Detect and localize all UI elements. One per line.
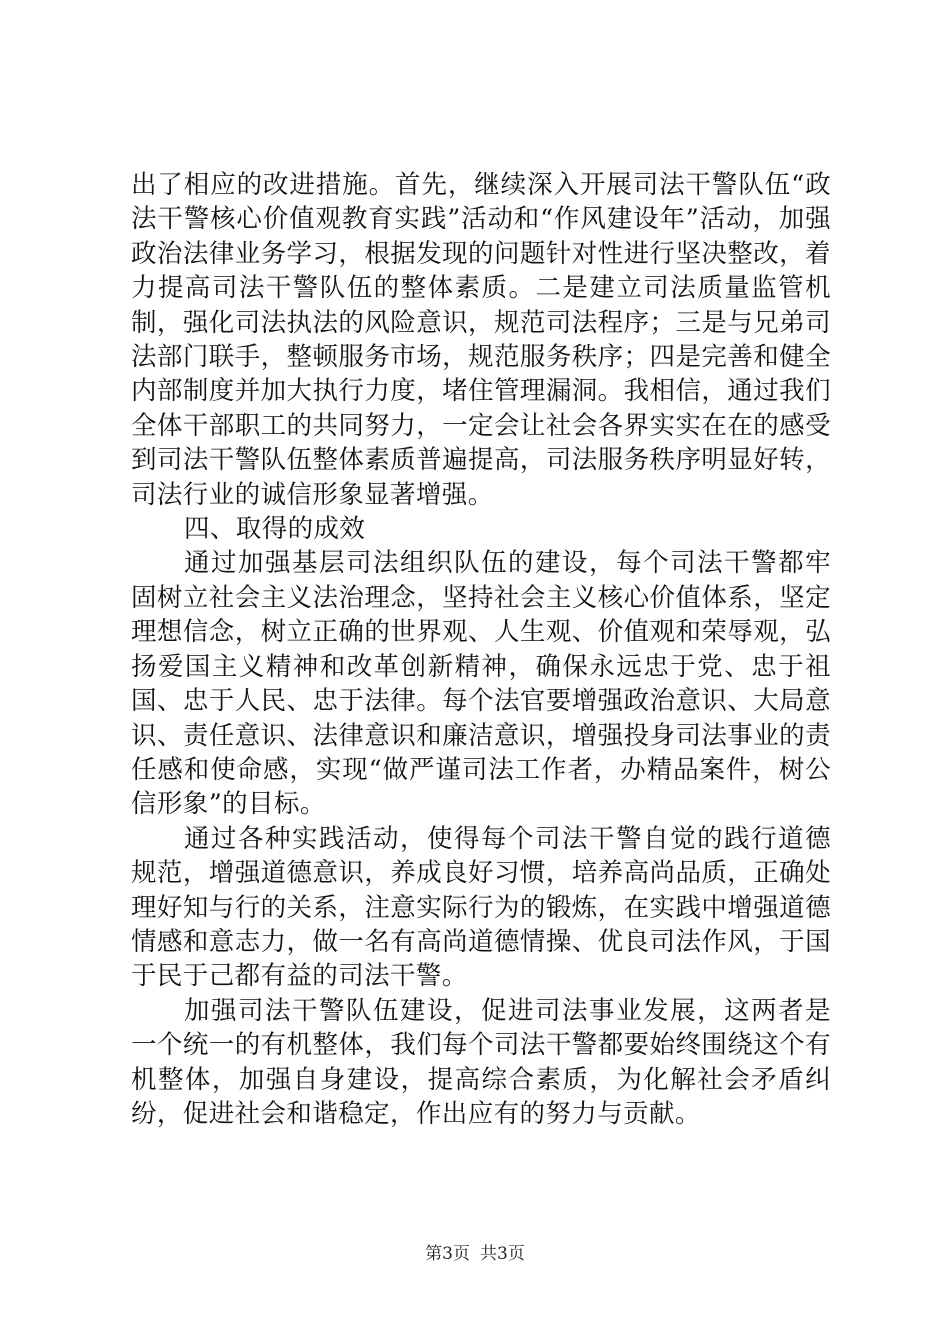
page-number: 第3页 [425,1244,470,1264]
section-heading-achievements: 四、取得的成效 [184,514,366,545]
paragraph-conclusion: 加强司法干警队伍建设，促进司法事业发展，这两者是一个统一的有机整体，我们每个司法干警都要始终围绕这个有机整体，加强自身建设，提高综合素质，为化解社会矛盾纠纷，促进社会和谐稳定，作出应有的努力与贡献。 [131,995,831,1129]
document-body [131,168,831,1131]
page-total: 共3页 [480,1244,525,1264]
paragraph-improvement-measures: 出了相应的改进措施。首先，继续深入开展司法干警队伍“政法干警核心价值观教育实践”活动和“作风建设年”活动，加强政治法律业务学习，根据发现的问题针对性进行坚决整改，着力提高司法干警队伍的整体素质。二是建立司法质量监管机制，强化司法执法的风险意识，规范司法程序；三是与兄弟司法部门联手，整顿服务市场，规范服务秩序；四是完善和健全内部制度并加大执行力度，堵住管理漏洞。我相信，通过我们全体干部职工的共同努力，一定会让社会各界实实在在的感受到司法干警队伍整体素质普遍提高，司法服务秩序明显好转，司法行业的诚信形象显著增强。 [131,170,831,510]
paragraph-practice-activities: 通过各种实践活动，使得每个司法干警自觉的践行道德规范，增强道德意识，养成良好习惯，培养高尚品质，正确处理好知与行的关系，注意实际行为的锻炼，在实践中增强道德情感和意志力，做一名有高尚道德情操、优良司法作风，于国于民于己都有益的司法干警。 [131,823,831,992]
page-footer [0,1244,950,1264]
paragraph-team-building-results: 通过加强基层司法组织队伍的建设，每个司法干警都牢固树立社会主义法治理念，坚持社会主义核心价值体系，坚定理想信念，树立正确的世界观、人生观、价值观和荣辱观，弘扬爱国主义精神和改革创新精神，确保永远忠于党、忠于祖国、忠于人民、忠于法律。每个法官要增强政治意识、大局意识、责任意识、法律意识和廉洁意识，增强投身司法事业的责任感和使命感，实现“做严谨司法工作者，办精品案件，树公信形象”的目标。 [131,548,831,820]
